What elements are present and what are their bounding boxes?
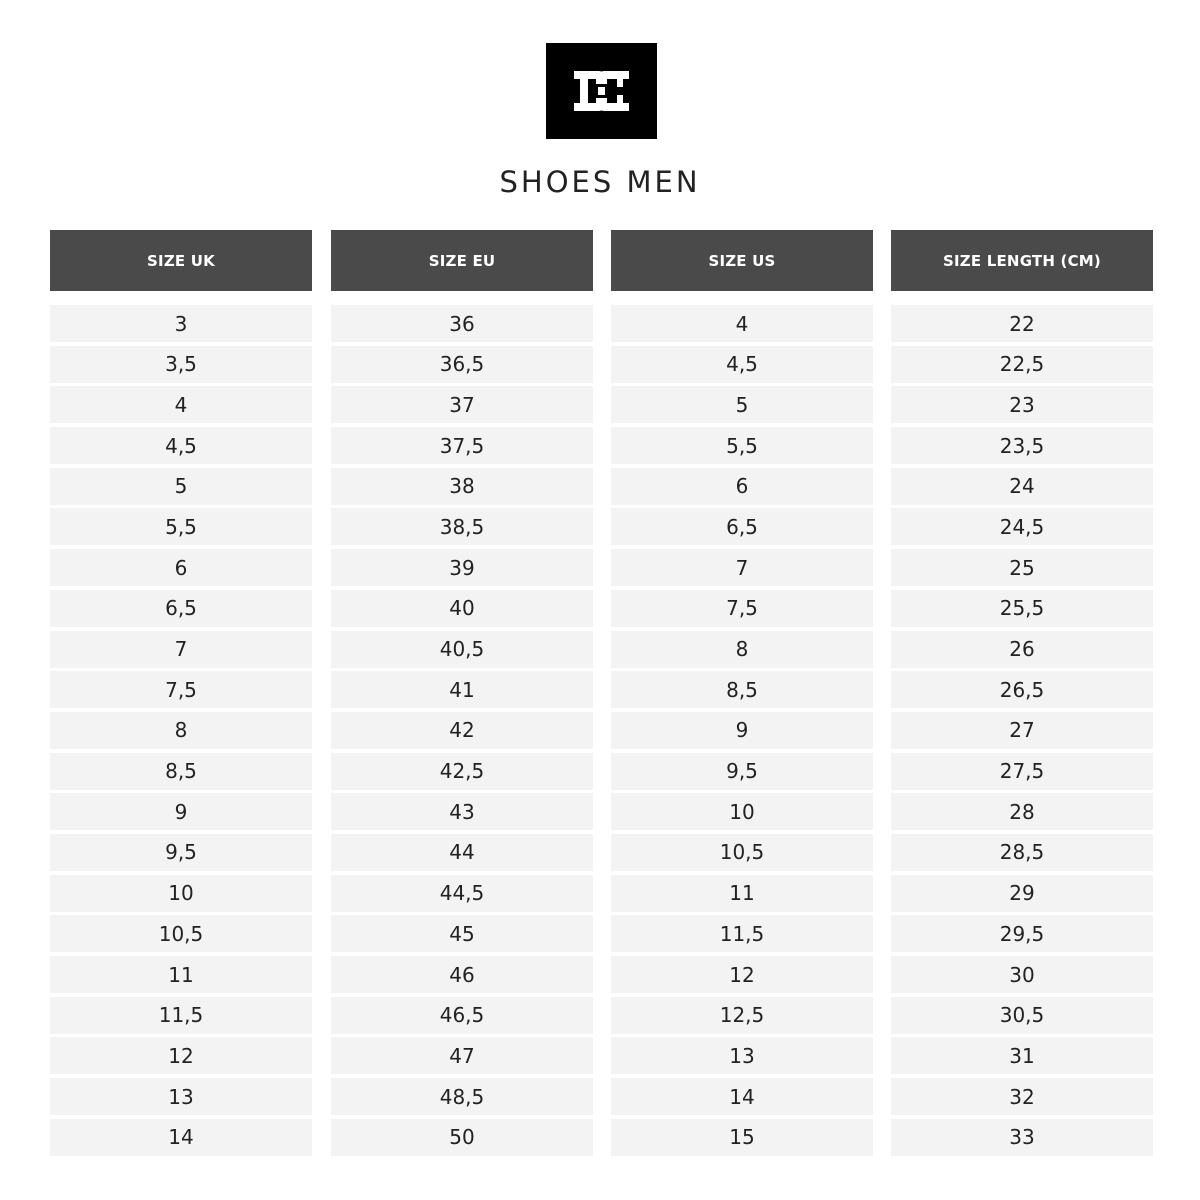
table-cell: 5,5 <box>50 508 312 545</box>
table-cell: 10 <box>50 875 312 912</box>
table-cell: 11,5 <box>611 915 873 952</box>
table-cell: 4 <box>50 386 312 423</box>
table-cell: 30 <box>891 956 1153 993</box>
column-header: SIZE US <box>611 230 873 291</box>
table-cell: 36 <box>331 305 593 342</box>
table-cell: 50 <box>331 1119 593 1156</box>
table-cell: 27,5 <box>891 753 1153 790</box>
table-cell: 29,5 <box>891 915 1153 952</box>
table-cell: 7,5 <box>611 590 873 627</box>
table-cell: 10,5 <box>611 834 873 871</box>
table-cell: 14 <box>50 1119 312 1156</box>
table-cell: 46 <box>331 956 593 993</box>
table-cell: 7,5 <box>50 671 312 708</box>
table-cell: 36,5 <box>331 346 593 383</box>
table-cell: 6,5 <box>50 590 312 627</box>
column-size-uk <box>50 230 312 1159</box>
table-cell: 9,5 <box>50 834 312 871</box>
table-cell: 23 <box>891 386 1153 423</box>
table-cell: 24,5 <box>891 508 1153 545</box>
table-cell: 10 <box>611 793 873 830</box>
column-cells <box>611 305 873 1156</box>
table-cell: 48,5 <box>331 1078 593 1115</box>
table-cell: 33 <box>891 1119 1153 1156</box>
table-cell: 45 <box>331 915 593 952</box>
table-cell: 26 <box>891 631 1153 668</box>
table-cell: 28,5 <box>891 834 1153 871</box>
table-cell: 4,5 <box>611 346 873 383</box>
table-cell: 13 <box>611 1037 873 1074</box>
table-cell: 11 <box>50 956 312 993</box>
table-cell: 31 <box>891 1037 1153 1074</box>
column-size-us <box>611 230 873 1159</box>
table-cell: 15 <box>611 1119 873 1156</box>
column-header: SIZE LENGTH (CM) <box>891 230 1153 291</box>
table-cell: 46,5 <box>331 997 593 1034</box>
dc-logo <box>546 43 657 139</box>
table-cell: 4,5 <box>50 427 312 464</box>
table-cell: 12,5 <box>611 997 873 1034</box>
table-cell: 32 <box>891 1078 1153 1115</box>
table-cell: 7 <box>50 631 312 668</box>
table-cell: 40,5 <box>331 631 593 668</box>
table-cell: 7 <box>611 549 873 586</box>
table-cell: 22 <box>891 305 1153 342</box>
table-cell: 13 <box>50 1078 312 1115</box>
column-size-length <box>891 230 1153 1159</box>
table-cell: 44,5 <box>331 875 593 912</box>
table-cell: 11 <box>611 875 873 912</box>
table-cell: 11,5 <box>50 997 312 1034</box>
table-cell: 8 <box>50 712 312 749</box>
table-cell: 22,5 <box>891 346 1153 383</box>
table-cell: 3,5 <box>50 346 312 383</box>
table-cell: 3 <box>50 305 312 342</box>
table-cell: 24 <box>891 468 1153 505</box>
table-cell: 30,5 <box>891 997 1153 1034</box>
table-cell: 10,5 <box>50 915 312 952</box>
table-cell: 6 <box>611 468 873 505</box>
column-size-eu <box>331 230 593 1159</box>
table-cell: 23,5 <box>891 427 1153 464</box>
table-cell: 8 <box>611 631 873 668</box>
table-cell: 12 <box>50 1037 312 1074</box>
table-cell: 28 <box>891 793 1153 830</box>
table-cell: 9 <box>50 793 312 830</box>
table-cell: 25,5 <box>891 590 1153 627</box>
table-cell: 37 <box>331 386 593 423</box>
table-cell: 42,5 <box>331 753 593 790</box>
table-cell: 6,5 <box>611 508 873 545</box>
table-cell: 14 <box>611 1078 873 1115</box>
column-cells <box>891 305 1153 1156</box>
table-cell: 4 <box>611 305 873 342</box>
table-cell: 25 <box>891 549 1153 586</box>
table-cell: 5,5 <box>611 427 873 464</box>
table-cell: 44 <box>331 834 593 871</box>
table-cell: 6 <box>50 549 312 586</box>
column-cells <box>331 305 593 1156</box>
table-cell: 38 <box>331 468 593 505</box>
table-cell: 5 <box>50 468 312 505</box>
table-cell: 8,5 <box>50 753 312 790</box>
table-cell: 5 <box>611 386 873 423</box>
table-cell: 8,5 <box>611 671 873 708</box>
page-title: SHOES MEN <box>499 165 701 199</box>
column-header: SIZE UK <box>50 230 312 291</box>
table-cell: 38,5 <box>331 508 593 545</box>
table-cell: 12 <box>611 956 873 993</box>
table-cell: 9,5 <box>611 753 873 790</box>
column-cells <box>50 305 312 1156</box>
dc-logo-icon <box>546 43 657 139</box>
table-cell: 40 <box>331 590 593 627</box>
column-header: SIZE EU <box>331 230 593 291</box>
table-cell: 42 <box>331 712 593 749</box>
table-cell: 29 <box>891 875 1153 912</box>
table-cell: 39 <box>331 549 593 586</box>
table-cell: 43 <box>331 793 593 830</box>
table-cell: 41 <box>331 671 593 708</box>
table-cell: 47 <box>331 1037 593 1074</box>
table-cell: 27 <box>891 712 1153 749</box>
table-cell: 37,5 <box>331 427 593 464</box>
table-cell: 26,5 <box>891 671 1153 708</box>
table-cell: 9 <box>611 712 873 749</box>
